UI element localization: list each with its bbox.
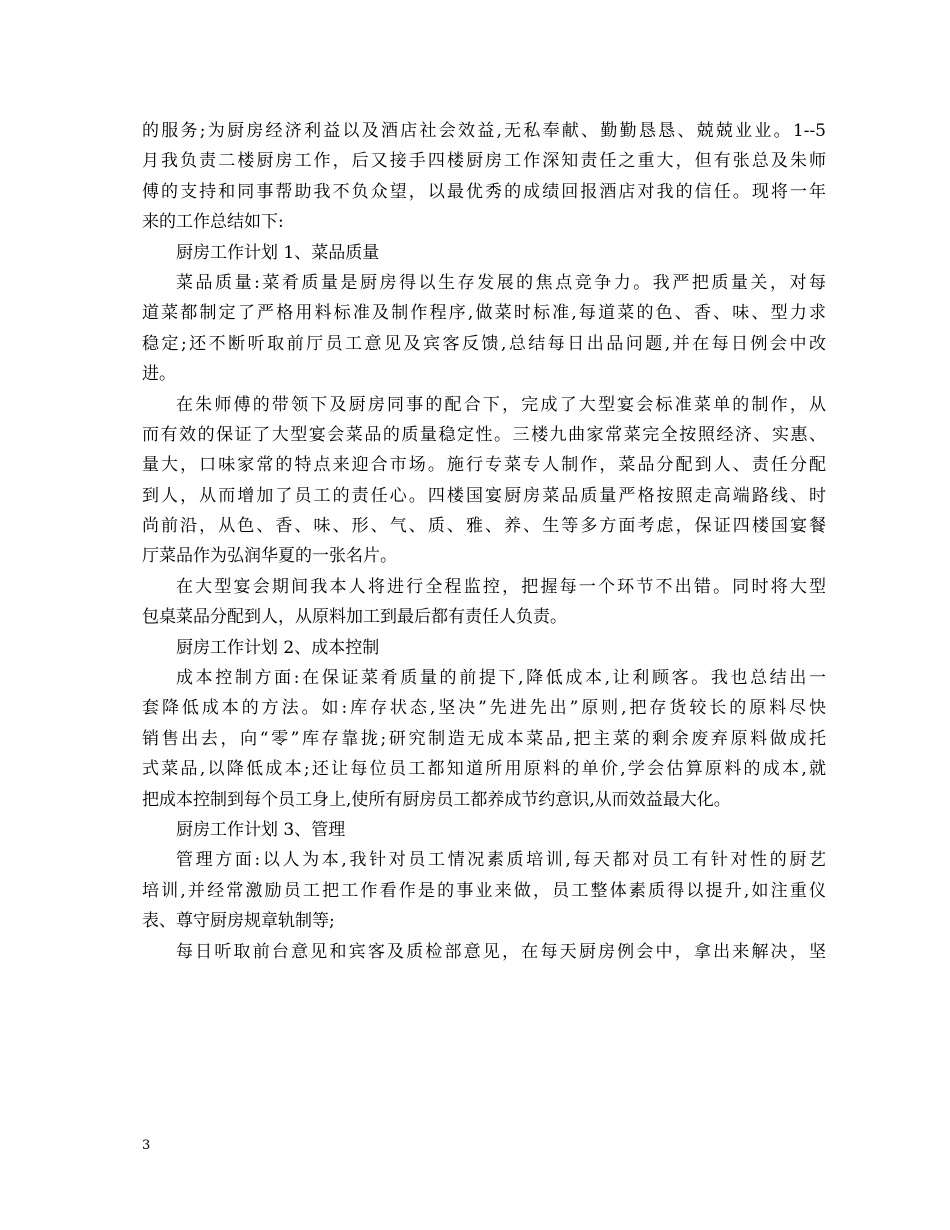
- text-line: 傅的支持和同事帮助我不负众望，以最优秀的成绩回报酒店对我的信任。现将一年: [142, 181, 826, 202]
- text-line: 成本控制方面:在保证菜肴质量的前提下,降低成本,让利顾客。我也总结出一: [176, 668, 826, 689]
- text-line: 销售出去，向“零”库存靠拢;研究制造无成本菜品,把主菜的剩余废弃原料做成托: [142, 728, 826, 749]
- text-line: 厅菜品作为弘润华夏的一张名片。: [142, 546, 397, 567]
- text-line: 在大型宴会期间我本人将进行全程监控，把握每一个环节不出错。同时将大型: [176, 576, 826, 597]
- text-line: 套降低成本的方法。如:库存状态,坚决”先进先出”原则,把存货较长的原料尽快: [142, 698, 826, 719]
- document-body: [142, 116, 826, 967]
- text-line: 培训,并经常激励员工把工作看作是的事业来做，员工整体素质得以提升,如注重仪: [142, 880, 826, 901]
- text-line: 把成本控制到每个员工身上,使所有厨房员工都养成节约意识,从而效益最大化。: [142, 789, 731, 810]
- text-line: 稳定;还不断听取前厅员工意见及宾客反馈,总结每日出品问题,并在每日例会中改: [142, 333, 826, 354]
- text-line: 尚前沿，从色、香、味、形、气、质、雅、养、生等多方面考虑，保证四楼国宴餐: [142, 516, 826, 537]
- text-line: 在朱师傅的带领下及厨房同事的配合下，完成了大型宴会标准菜单的制作，从: [176, 394, 826, 415]
- text-line: 道菜都制定了严格用料标准及制作程序,做菜时标准,每道菜的色、香、味、型力求: [142, 303, 826, 324]
- text-line: 月我负责二楼厨房工作，后又接手四楼厨房工作深知责任之重大，但有张总及朱师: [142, 151, 826, 172]
- text-line: 菜品质量:菜肴质量是厨房得以生存发展的焦点竞争力。我严把质量关，对每: [176, 272, 826, 293]
- text-line: 式菜品,以降低成本;还让每位员工都知道所用原料的单价,学会估算原料的成本,就: [142, 759, 826, 780]
- section-heading: 厨房工作计划 3、管理: [176, 819, 346, 840]
- text-line: 表、尊守厨房规章轨制等;: [142, 911, 335, 932]
- page-number: 3: [142, 1138, 151, 1153]
- text-line: 进。: [142, 364, 176, 385]
- text-line: 包桌菜品分配到人，从原料加工到最后都有责任人负责。: [142, 607, 567, 628]
- text-line: 的服务;为厨房经济利益以及酒店社会效益,无私奉献、勤勤恳恳、兢兢业业。1--5: [142, 121, 826, 141]
- section-heading: 厨房工作计划 2、成本控制: [176, 637, 380, 658]
- text-line: 来的工作总结如下:: [142, 212, 284, 233]
- text-line: 量大，口味家常的特点来迎合市场。施行专菜专人制作，菜品分配到人、责任分配: [142, 455, 826, 476]
- text-line: 每日听取前台意见和宾客及质检部意见，在每天厨房例会中，拿出来解决，坚: [176, 941, 826, 962]
- text-line: 管理方面:以人为本,我针对员工情况素质培训,每天都对员工有针对性的厨艺: [176, 850, 826, 871]
- section-heading: 厨房工作计划 1、菜品质量: [176, 242, 380, 263]
- text-line: 而有效的保证了大型宴会菜品的质量稳定性。三楼九曲家常菜完全按照经济、实惠、: [142, 424, 826, 445]
- text-line: 到人，从而增加了员工的责任心。四楼国宴厨房菜品质量严格按照走高端路线、时: [142, 485, 826, 506]
